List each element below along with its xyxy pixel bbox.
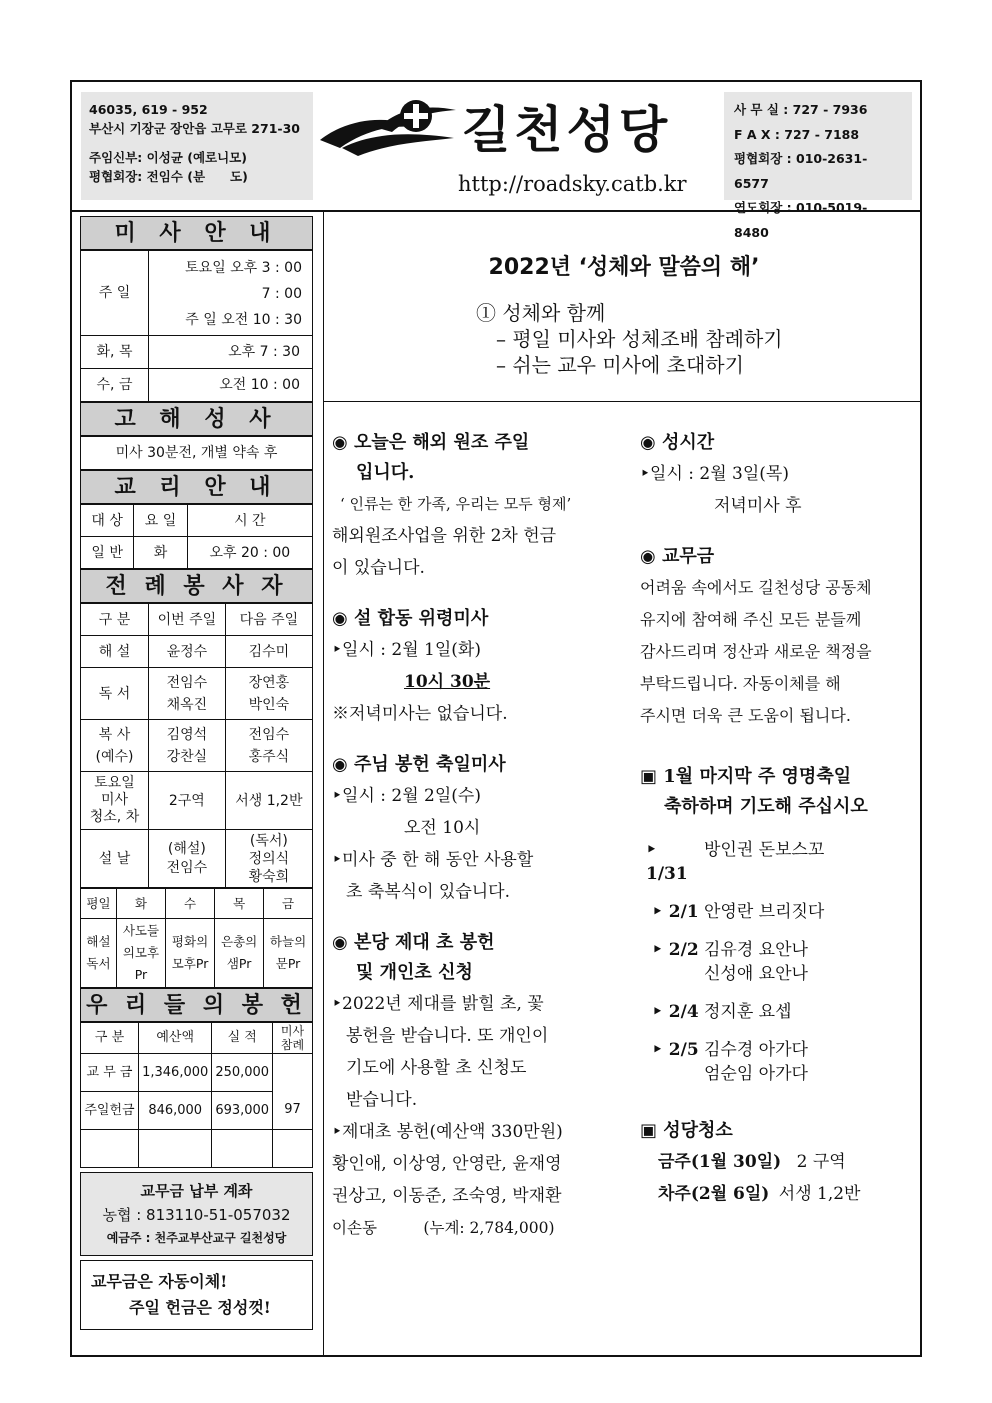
catechism-title: 교 리 안 내 [80, 470, 313, 504]
notice-title: 입니다. [356, 462, 415, 483]
notice-text: 이 있습니다. [332, 558, 425, 578]
weekday-servers-table [80, 888, 313, 988]
catechism-time: 오후 20 : 00 [187, 537, 312, 569]
catechism-header-target: 대 상 [81, 505, 134, 537]
notice-text: ‣제대초 봉헌(예산액 330만원) [332, 1122, 563, 1142]
server-next: 김수미 [225, 636, 312, 668]
offering-empty [139, 1130, 212, 1168]
offering-header: 구 분 [81, 1023, 139, 1054]
sunday-times [149, 251, 313, 336]
council-head-name: 평협회장: 전임수 (분 도) [89, 169, 248, 184]
theme-box [330, 216, 918, 401]
offering-header: 예산액 [139, 1023, 212, 1054]
notice-title: ▣ 1월 마지막 주 영명축일 [640, 766, 852, 787]
notice-title: ◉ 설 합동 위령미사 [332, 608, 489, 629]
notice-text: 해외원조사업을 위한 2차 헌금 [332, 526, 557, 546]
notice-text: ※저녁미사는 없습니다. [332, 704, 508, 724]
notice-text: 기도에 사용할 초 신청도 [346, 1058, 527, 1078]
servers-header-this: 이번 주일 [149, 604, 226, 636]
notice-text: 초 축복식이 있습니다. [346, 882, 511, 902]
theme-line: – 쉬는 교우 미사에 초대하기 [496, 353, 744, 377]
notice-title: ▣ 성당청소 [640, 1120, 733, 1141]
server-next: 장연홍 박인숙 [225, 668, 312, 720]
feast-date: ‣ 1/31 [646, 840, 688, 884]
server-role: 토요일 미사 청소, 차 [81, 772, 149, 830]
notice-text: 감사드리며 정산과 새로운 책정을 [640, 642, 872, 661]
notice-text: ‣일시 : 2월 2일(수) [332, 786, 481, 806]
notice-text: 어려움 속에서도 길천성당 공동체 [640, 578, 872, 597]
offering-empty [273, 1130, 313, 1168]
feast-name: 신성애 요안나 [704, 964, 808, 984]
notice-title: ◉ 오늘은 해외 원조 주일 [332, 432, 530, 453]
server-this: 2구역 [149, 772, 226, 830]
weekday-server: 사도들 의모후 Pr [117, 919, 166, 988]
sunday-label: 주 일 [81, 251, 149, 336]
feast-date: ‣ 2/1 [652, 902, 699, 922]
saturday-time: 토요일 오후 3 : 00 [185, 260, 302, 276]
feast-date: ‣ 2/5 [652, 1040, 699, 1060]
notice-text: 주시면 더욱 큰 도움이 됩니다. [640, 706, 851, 725]
notice-text: 오전 10시 [404, 818, 481, 838]
weekday-server: 해설 독서 [81, 919, 117, 988]
theme-divider [324, 401, 920, 402]
notice-text: 이손동 (누계: 2,784,000) [332, 1219, 555, 1237]
confession-title: 고 해 성 사 [80, 402, 313, 436]
offering-title: 우 리 들 의 봉 헌 [80, 988, 313, 1022]
notice-title: ◉ 교무금 [640, 546, 715, 567]
slogan-line: 교무금은 자동이체! [91, 1272, 228, 1291]
offering-header: 미사 참례 [273, 1023, 313, 1054]
notice-title: 및 개인초 신청 [356, 962, 473, 983]
server-role: 해 설 [81, 636, 149, 668]
server-this: 윤정수 [149, 636, 226, 668]
notice-text: 황인애, 이상영, 안영란, 윤재영 [332, 1154, 562, 1174]
header-divider [70, 210, 922, 212]
weekday-header: 화 [117, 889, 166, 919]
offering-table [80, 1022, 313, 1168]
offering-empty [212, 1130, 273, 1168]
feast-name: 정지훈 요셉 [704, 1002, 792, 1022]
server-next: 전임수 홍주식 [225, 720, 312, 772]
notice-text: 10시 30분 [404, 672, 491, 692]
catechism-header-day: 요 일 [134, 505, 187, 537]
slogan-line: 주일 헌금은 정성껏! [129, 1298, 271, 1317]
feast-name: 김수경 아가다 [704, 1040, 808, 1060]
notice-text: 저녁미사 후 [714, 496, 802, 516]
notice-title: ◉ 본당 제대 초 봉헌 [332, 932, 495, 953]
weekday-server: 은총의 샘Pr [215, 919, 264, 988]
servers-header-type: 구 분 [81, 604, 149, 636]
church-logo-icon [318, 98, 458, 158]
sunday-morning-time: 주 일 오전 10 : 30 [185, 312, 302, 328]
offering-attendance: 97 [273, 1054, 313, 1130]
offering-empty [81, 1130, 139, 1168]
feast-row [652, 1038, 916, 1086]
cleaning-next-value: 서생 1,2반 [778, 1184, 861, 1204]
cleaning-this-label: 금주(1월 30일) [658, 1152, 782, 1172]
notice-text: 봉헌을 받습니다. 또 개인이 [346, 1026, 549, 1046]
feast-name: 방인권 돈보스꼬 [704, 840, 825, 860]
theme-line: – 평일 미사와 성체조배 참례하기 [496, 327, 783, 351]
pastor-name: 주임신부: 이성균 (예로니모) [89, 150, 247, 165]
fax-number: F A X : 727 - 7188 [734, 126, 860, 142]
mass-schedule-table [80, 250, 313, 402]
notice-text: 받습니다. [346, 1090, 418, 1110]
theme-title: 2022년 ‘성체와 말씀의 해’ [488, 255, 760, 280]
catechism-target: 일 반 [81, 537, 134, 569]
server-role: 복 사 (예수) [81, 720, 149, 772]
servers-table [80, 603, 313, 888]
server-this: (해설) 전임수 [149, 830, 226, 888]
notice-text: ‣일시 : 2월 3일(목) [640, 464, 789, 484]
server-role: 설 날 [81, 830, 149, 888]
notices-left-column [332, 428, 614, 1244]
notice-text: ‣2022년 제대를 밝힐 초, 꽃 [332, 994, 544, 1014]
offering-actual: 693,000 [212, 1092, 273, 1130]
memorial-phone: 연도회장 : 010-5019-8480 [734, 200, 868, 240]
notice-text: ‘ 인류는 한 가족, 우리는 모두 형제’ [340, 495, 572, 513]
postal-code: 46035, 619 - 952 [89, 102, 208, 117]
catechism-day: 화 [134, 537, 187, 569]
contact-box [724, 92, 912, 240]
mass-schedule-title: 미 사 안 내 [80, 216, 313, 250]
servers-header-next: 다음 주일 [225, 604, 312, 636]
catechism-table [80, 504, 313, 569]
tue-thu-label: 화, 목 [81, 336, 149, 369]
confession-note: 미사 30분전, 개별 약속 후 [80, 436, 313, 470]
notice-title: 축하하며 기도해 주십시오 [664, 796, 868, 817]
cleaning-next-week [640, 1178, 916, 1210]
weekday-header: 수 [165, 889, 214, 919]
column-divider [323, 211, 324, 1357]
feast-name: 김유경 요안나 [704, 940, 808, 960]
church-name: 길천성당 [462, 101, 672, 159]
address-box [81, 92, 313, 200]
notice-title: ◉ 주님 봉헌 축일미사 [332, 754, 506, 775]
weekday-server: 평화의 모후Pr [165, 919, 214, 988]
feast-row [652, 900, 916, 924]
weekday-server: 하늘의 문Pr [264, 919, 313, 988]
offering-budget: 1,346,000 [139, 1054, 212, 1092]
account-box [80, 1172, 313, 1256]
weekday-header: 목 [215, 889, 264, 919]
notices-right-column [640, 428, 916, 1210]
cleaning-this-week [640, 1146, 916, 1178]
feast-date: ‣ 2/4 [652, 1002, 699, 1022]
server-this: 전임수 채옥진 [149, 668, 226, 720]
account-title: 교무금 납부 계좌 [140, 1182, 253, 1200]
offering-actual: 250,000 [212, 1054, 273, 1092]
notice-text: ‣일시 : 2월 1일(화) [332, 640, 481, 660]
theme-line: ① 성체와 함께 [476, 301, 606, 325]
server-next: 서생 1,2반 [225, 772, 312, 830]
catechism-header-time: 시 간 [187, 505, 312, 537]
offering-budget: 846,000 [139, 1092, 212, 1130]
tue-thu-time: 오후 7 : 30 [149, 336, 313, 369]
notice-text: 유지에 참여해 주신 모든 분들께 [640, 610, 862, 629]
weekday-header: 평일 [81, 889, 117, 919]
cleaning-next-label: 차주(2월 6일) [658, 1184, 770, 1204]
street-address: 부산시 기장군 장안읍 고무로 271-30 [89, 121, 300, 136]
cleaning-this-value: 2 구역 [796, 1152, 846, 1172]
servers-title: 전 례 봉 사 자 [80, 569, 313, 603]
notice-text: 권상고, 이동준, 조숙영, 박재환 [332, 1186, 562, 1206]
notice-text: 부탁드립니다. 자동이체를 해 [640, 674, 841, 693]
server-next: (독서) 정의식 황숙희 [225, 830, 312, 888]
left-column [80, 216, 313, 1330]
saturday-evening-time: 7 : 00 [261, 286, 302, 302]
office-phone: 사 무 실 : 727 - 7936 [734, 102, 868, 117]
offering-header: 실 적 [212, 1023, 273, 1054]
wed-fri-time: 오전 10 : 00 [149, 369, 313, 402]
website-url[interactable]: http://roadsky.catb.kr [458, 172, 687, 196]
account-number: 농협 : 813110-51-057032 [102, 1206, 291, 1224]
feast-row [652, 1000, 916, 1024]
feast-name: 안영란 브리짓다 [704, 902, 825, 922]
wed-fri-label: 수, 금 [81, 369, 149, 402]
feast-name: 엄순임 아가다 [704, 1064, 808, 1084]
feast-row [652, 938, 916, 986]
account-holder: 예금주 : 천주교부산교구 길천성당 [106, 1231, 287, 1245]
notice-text: ‣미사 중 한 해 동안 사용할 [332, 850, 534, 870]
server-this: 김영석 강찬실 [149, 720, 226, 772]
feast-date: ‣ 2/2 [652, 940, 699, 960]
server-role: 독 서 [81, 668, 149, 720]
weekday-header: 금 [264, 889, 313, 919]
offering-label: 주일헌금 [81, 1092, 139, 1130]
council-phone: 평협회장 : 010-2631-6577 [734, 151, 868, 191]
feast-row [646, 838, 916, 886]
offering-label: 교 무 금 [81, 1054, 139, 1092]
slogan-box [80, 1260, 313, 1330]
notice-title: ◉ 성시간 [640, 432, 715, 453]
